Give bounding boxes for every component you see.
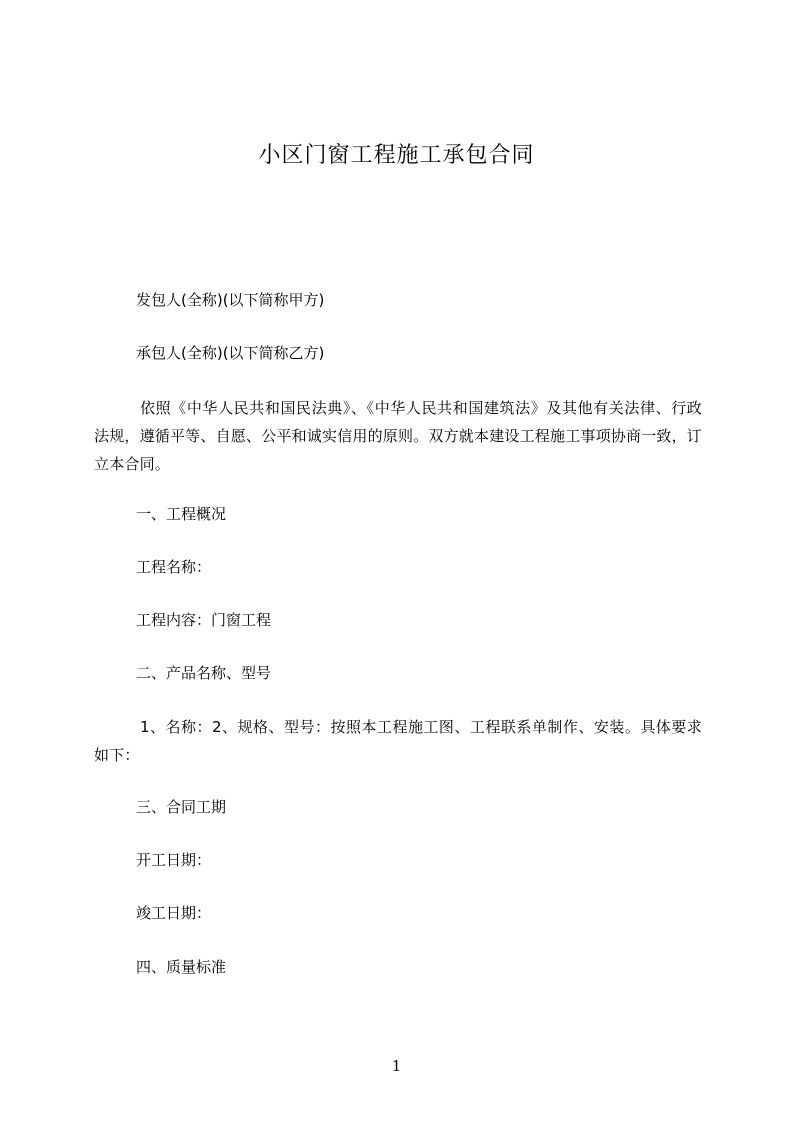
product-detail-paragraph: [94, 713, 702, 769]
section-overview-heading: 一、工程概况: [136, 505, 227, 523]
preamble-paragraph: [94, 394, 702, 478]
section-period-heading: 三、合同工期: [136, 798, 227, 816]
project-content-field: 工程内容：门窗工程: [136, 611, 272, 629]
document-title: 小区门窗工程施工承包合同: [258, 143, 535, 168]
section-product-heading: 二、产品名称、型号: [136, 664, 272, 682]
party-b-line: 承包人(全称)(以下简称乙方): [136, 344, 325, 362]
page-number: 1: [391, 1057, 402, 1075]
completion-date-field: 竣工日期：: [136, 904, 212, 922]
preamble-text: 依照《中华人民共和国民法典》、《中华人民共和国建筑法》及其他有关法律、行政法规，遵循平等、自愿、公平和诚实信用的原则。双方就本建设工程施工事项协商一致，订立本合同。: [94, 399, 703, 473]
party-a-line: 发包人(全称)(以下简称甲方): [136, 291, 325, 309]
start-date-field: 开工日期：: [136, 851, 212, 869]
product-detail-text: 1、名称：2、规格、型号：按照本工程施工图、工程联系单制作、安装。具体要求如下：: [94, 718, 702, 764]
section-quality-heading: 四、质量标准: [136, 958, 227, 976]
project-name-field: 工程名称：: [136, 558, 212, 576]
